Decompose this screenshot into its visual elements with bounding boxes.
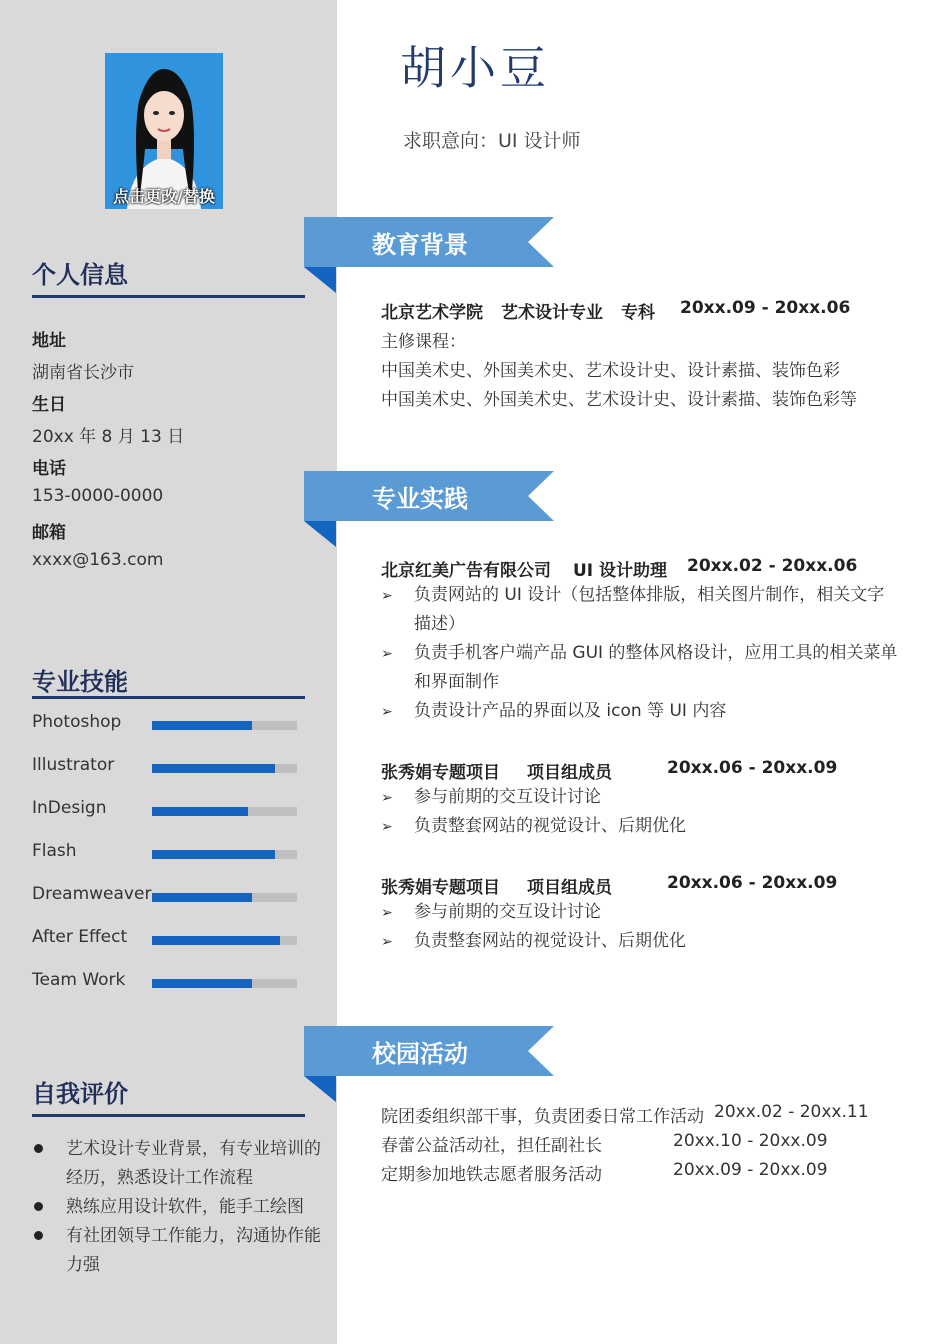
skill-row: [32, 798, 297, 820]
practice-heading: 专业实践: [372, 485, 468, 513]
job-company: 张秀娟专题项目: [381, 763, 500, 783]
skill-bar-fill: [152, 979, 252, 988]
job-bullet: 负责手机客户端产品 GUI 的整体风格设计，应用工具的相关菜单和界面制作: [414, 643, 898, 692]
skill-name: Team Work: [32, 970, 126, 990]
bullet-dot-icon: [34, 1231, 43, 1240]
skill-bar-track: [152, 936, 297, 945]
job-intent: 求职意向：UI 设计师: [403, 130, 581, 152]
campus-activity: 定期参加地铁志愿者服务活动: [381, 1165, 602, 1185]
skill-bar-track: [152, 893, 297, 902]
arrow-bullet-icon: ➢: [381, 646, 393, 662]
job-bullet: 负责设计产品的界面以及 icon 等 UI 内容: [414, 701, 727, 721]
email-value: xxxx@163.com: [32, 550, 164, 570]
skill-row: [32, 841, 297, 863]
skill-row: [32, 927, 297, 949]
job-role: 项目组成员: [527, 878, 612, 898]
job-company: 张秀娟专题项目: [381, 878, 500, 898]
edu-school: 北京艺术学院: [381, 303, 483, 323]
job-bullet: 参与前期的交互设计讨论: [414, 787, 601, 807]
skill-name: Photoshop: [32, 712, 122, 732]
self-eval-divider: [32, 1114, 305, 1117]
campus-period: 20xx.10 - 20xx.09: [673, 1131, 828, 1151]
job-role: UI 设计助理: [573, 561, 668, 581]
job-company: 北京红美广告有限公司: [381, 561, 551, 581]
birthday-value: 20xx 年 8 月 13 日: [32, 427, 185, 447]
skill-row: [32, 755, 297, 777]
campus-activity: 春蕾公益活动社，担任副社长: [381, 1136, 602, 1156]
job-bullet: 负责整套网站的视觉设计、后期优化: [414, 931, 686, 951]
self-eval-text: 艺术设计专业背景，有专业培训的经历，熟悉设计工作流程: [66, 1139, 321, 1188]
candidate-name: 胡小豆: [400, 41, 550, 95]
skill-bar-track: [152, 764, 297, 773]
campus-period: 20xx.09 - 20xx.09: [673, 1160, 828, 1180]
edu-degree: 专科: [621, 303, 655, 323]
skill-row: [32, 970, 297, 992]
practice-banner: [304, 471, 554, 521]
skill-bar-fill: [152, 893, 252, 902]
arrow-bullet-icon: ➢: [381, 819, 393, 835]
skill-bar-track: [152, 979, 297, 988]
skill-name: Illustrator: [32, 755, 115, 775]
job-bullet: 负责网站的 UI 设计（包括整体排版，相关图片制作，相关文字描述）: [414, 585, 885, 634]
skill-bar-fill: [152, 764, 275, 773]
skill-bar-fill: [152, 721, 252, 730]
address-value: 湖南省长沙市: [32, 363, 134, 383]
skill-name: Dreamweaver: [32, 884, 152, 904]
job-period: 20xx.02 - 20xx.06: [687, 556, 858, 576]
profile-photo[interactable]: [105, 53, 223, 209]
birthday-label: 生日: [32, 395, 66, 415]
campus-banner: [304, 1026, 554, 1076]
job-role: 项目组成员: [527, 763, 612, 783]
education-banner: [304, 217, 554, 267]
sidebar: [0, 0, 337, 1344]
skill-row: [32, 712, 297, 734]
skill-bar-track: [152, 850, 297, 859]
skill-name: After Effect: [32, 927, 128, 947]
skill-bar-fill: [152, 807, 248, 816]
arrow-bullet-icon: ➢: [381, 934, 393, 950]
skill-bar-fill: [152, 850, 275, 859]
skills-heading: 专业技能: [32, 668, 128, 696]
edu-period: 20xx.09 - 20xx.06: [680, 298, 851, 318]
arrow-bullet-icon: ➢: [381, 905, 393, 921]
arrow-bullet-icon: ➢: [381, 704, 393, 720]
personal-info-divider: [32, 295, 305, 298]
campus-activity: 院团委组织部干事，负责团委日常工作活动: [381, 1107, 704, 1127]
skill-bar-fill: [152, 936, 280, 945]
personal-info-heading: 个人信息: [32, 261, 128, 289]
email-label: 邮箱: [32, 523, 66, 543]
skill-bar-track: [152, 807, 297, 816]
skill-row: [32, 884, 297, 906]
skill-name: InDesign: [32, 798, 107, 818]
job-period: 20xx.06 - 20xx.09: [667, 758, 838, 778]
self-eval-text: 熟练应用设计软件，能手工绘图: [66, 1197, 304, 1217]
education-heading: 教育背景: [372, 231, 468, 259]
photo-caption[interactable]: 点击更改/替换: [113, 187, 215, 206]
address-label: 地址: [32, 331, 66, 351]
self-eval-text: 有社团领导工作能力，沟通协作能力强: [66, 1226, 321, 1275]
campus-period: 20xx.02 - 20xx.11: [714, 1102, 869, 1122]
campus-heading: 校园活动: [372, 1040, 468, 1068]
skill-bar-track: [152, 721, 297, 730]
edu-courses-label: 主修课程：: [381, 332, 466, 352]
skill-name: Flash: [32, 841, 77, 861]
edu-courses-line: 中国美术史、外国美术史、艺术设计史、设计素描、装饰色彩: [381, 361, 840, 381]
edu-courses-line: 中国美术史、外国美术史、艺术设计史、设计素描、装饰色彩等: [381, 390, 857, 410]
self-eval-heading: 自我评价: [32, 1080, 128, 1108]
bullet-dot-icon: [34, 1144, 43, 1153]
job-bullet: 负责整套网站的视觉设计、后期优化: [414, 816, 686, 836]
phone-label: 电话: [32, 459, 66, 479]
bullet-dot-icon: [34, 1202, 43, 1211]
arrow-bullet-icon: ➢: [381, 588, 393, 604]
arrow-bullet-icon: ➢: [381, 790, 393, 806]
skills-divider: [32, 696, 305, 699]
edu-major: 艺术设计专业: [501, 303, 603, 323]
job-bullet: 参与前期的交互设计讨论: [414, 902, 601, 922]
job-period: 20xx.06 - 20xx.09: [667, 873, 838, 893]
phone-value: 153-0000-0000: [32, 486, 164, 506]
